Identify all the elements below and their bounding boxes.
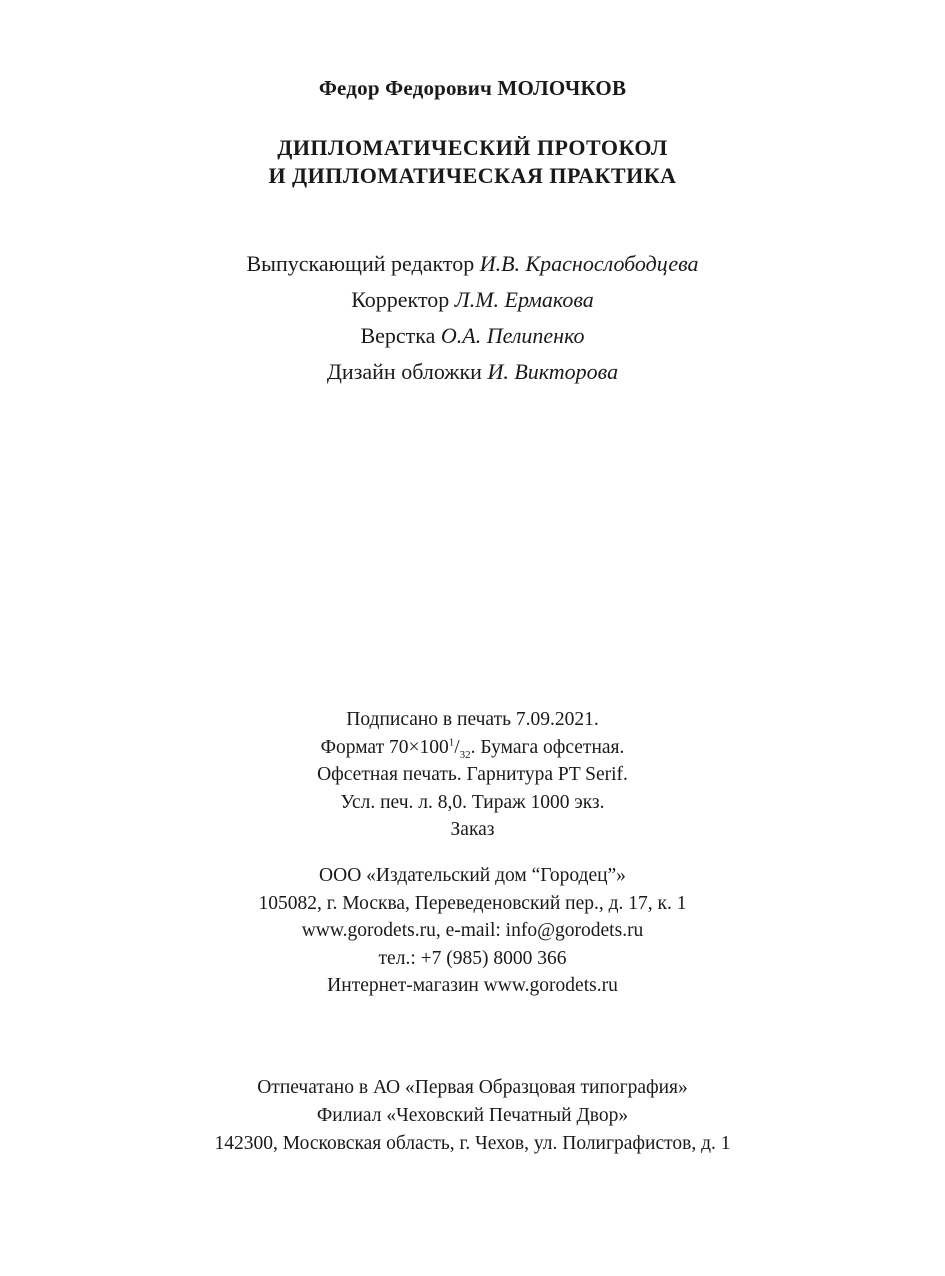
credit-name: Л.М. Ермакова: [454, 287, 594, 312]
format-slash: /: [454, 736, 460, 758]
order-number: Заказ: [450, 819, 495, 840]
format-denominator: 32: [459, 748, 471, 761]
format-numerator: 1: [448, 736, 455, 748]
title-line-2: И ДИПЛОМАТИЧЕСКАЯ ПРАКТИКА: [268, 163, 677, 188]
publisher-info: [0, 862, 945, 1000]
author-name: Федор Федорович МОЛОЧКОВ: [318, 76, 627, 100]
credit-role: Выпускающий редактор: [246, 251, 475, 276]
printer-line-3: 142300, Московская область, г. Чехов, ул. Полиграфистов, д. 1: [214, 1133, 731, 1154]
book-title: [0, 134, 945, 190]
print-info: [0, 706, 945, 844]
printing-type: Офсетная печать. Гарнитура PT Serif.: [317, 764, 628, 785]
format-line: [0, 734, 945, 762]
printer-line-2: Филиал «Чеховский Печатный Двор»: [316, 1105, 629, 1126]
credit-role: Верстка: [360, 323, 436, 348]
publisher-shop: Интернет-магазин www.gorodets.ru: [327, 975, 618, 996]
publisher-phone: тел.: +7 (985) 8000 366: [378, 947, 567, 969]
format-suffix: . Бумага офсетная.: [470, 736, 625, 758]
credit-role: Корректор: [351, 287, 450, 312]
credit-name: И. Викторова: [487, 359, 619, 384]
publisher-name: ООО «Издательский дом “Городец”»: [319, 865, 626, 886]
credit-name: И.В. Краснослободцева: [479, 251, 699, 276]
printer-line-1: Отпечатано в АО «Первая Образцовая типография»: [257, 1077, 688, 1098]
title-line-1: ДИПЛОМАТИЧЕСКИЙ ПРОТОКОЛ: [277, 135, 668, 160]
credits-list: [0, 246, 945, 390]
printer-info: [0, 1074, 945, 1158]
credit-editor: [0, 246, 945, 282]
credit-proofreader: [0, 282, 945, 318]
format-prefix: Формат 70×100: [320, 736, 449, 758]
credit-role: Дизайн обложки: [326, 359, 482, 384]
credit-name: О.А. Пелипенко: [440, 323, 585, 348]
publisher-contacts: www.gorodets.ru, e-mail: info@gorodets.ru: [301, 920, 644, 941]
signed-date: Подписано в печать 7.09.2021.: [346, 709, 599, 730]
credit-cover-design: [0, 354, 945, 390]
publisher-address: 105082, г. Москва, Переведеновский пер., д. 17, к. 1: [258, 892, 687, 914]
credit-layout: [0, 318, 945, 354]
print-volume: Усл. печ. л. 8,0. Тираж 1000 экз.: [340, 791, 605, 813]
